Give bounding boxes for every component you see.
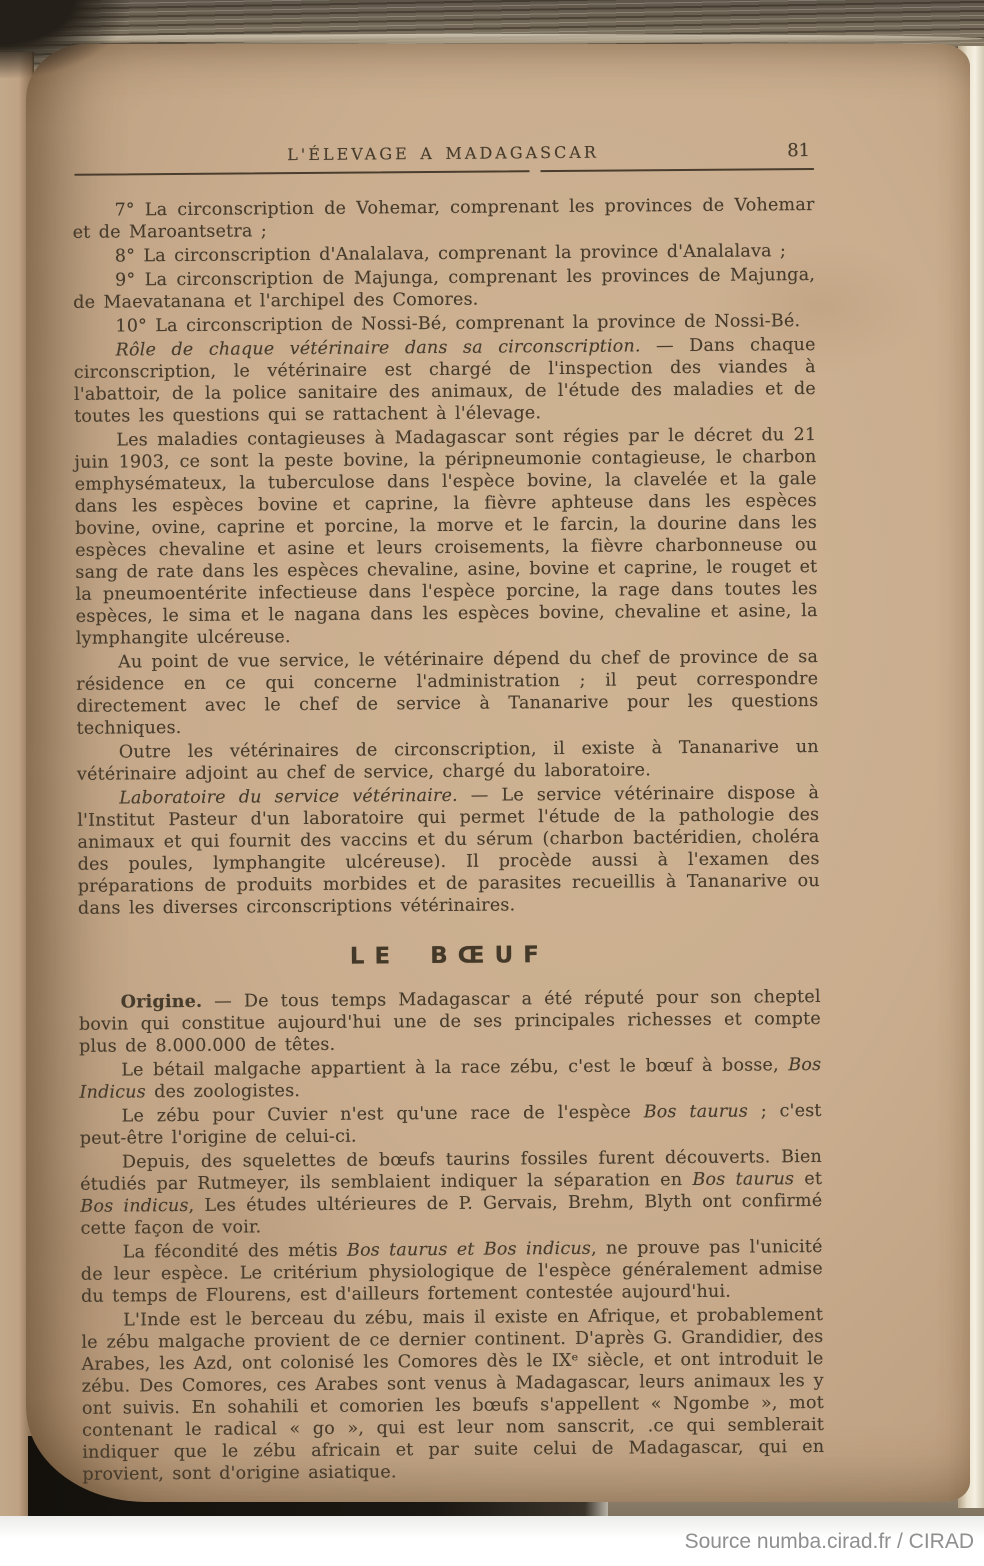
text-segment: La fécondité des métis xyxy=(122,1240,348,1263)
text-segment: Bos indicus xyxy=(80,1195,189,1217)
paragraph xyxy=(80,1100,822,1150)
text-segment: , Les études ultérieures de P. Gervais, Brehm, Blyth ont confirmé cette façon de voir. xyxy=(80,1190,823,1239)
paragraph xyxy=(77,736,819,786)
header-rule xyxy=(74,168,814,176)
text-segment: — Le service vétérinaire dispose à l'Institut Pasteur d'un laboratoire qui permet l'étude de la pathologie des animaux et qui fournit des vaccins et du sérum (charbon bactéridien, choléra des poules, lymphangite ulcéreuse). Il procède aussi à l'examen des préparations de produits morbides et de parasites recueillis à Tananarive ou dans les diverses circonscriptions vétérinaires. xyxy=(77,782,820,919)
paragraph xyxy=(76,646,819,740)
text-segment: 10° La circonscription de Nossi-Bé, comprenant la province de Nossi-Bé. xyxy=(115,311,801,337)
text-segment: , ne prouve pas l'unicité de leur espèce. Le critérium physiologique de l'espèce généralement admise du temps de Flourens, est d'ailleurs fortement contestée aujourd'hui. xyxy=(80,1236,823,1307)
page-number: 81 xyxy=(787,140,811,162)
book-page xyxy=(26,44,970,1502)
body-paragraphs-top xyxy=(72,194,820,920)
binding-shadow xyxy=(0,0,130,78)
paragraph xyxy=(77,782,820,920)
text-segment: 7° La circonscription de Vohemar, comprenant les provinces de Vohemar et de Maroantsetra ; xyxy=(72,194,815,243)
text-segment: Le bétail malgache appartient à la race zébu, c'est le bœuf à bosse, xyxy=(121,1055,789,1081)
running-header xyxy=(72,140,814,170)
paragraph xyxy=(80,1146,823,1240)
text-segment: Bos taurus xyxy=(692,1169,795,1190)
text-segment: 9° La circonscription de Majunga, comprenant les provinces de Majunga, de Maevatanana et l'archipel des Comores. xyxy=(73,264,816,313)
paragraph xyxy=(74,334,817,428)
paragraph xyxy=(79,986,821,1058)
text-segment: Bos taurus xyxy=(643,1101,749,1123)
text-segment: Laboratoire du service vétérinaire. xyxy=(119,785,458,809)
text-segment: Bos Indicus xyxy=(79,1054,822,1103)
text-segment: ; c'est peut-être l'origine de celui-ci. xyxy=(79,1100,822,1149)
paragraph xyxy=(74,424,818,650)
text-segment: Depuis, des squelettes de bœufs taurins fossiles furent découverts. Bien étudiés par Rutmeyer, ils semblaient indiquer la séparation en xyxy=(80,1146,823,1195)
text-block xyxy=(72,140,825,1488)
source-credit: Source numba.cirad.fr / CIRAD xyxy=(684,1530,974,1553)
paragraph xyxy=(81,1304,824,1486)
paragraph xyxy=(73,240,815,268)
text-segment: Outre les vétérinaires de circonscription, il existe à Tananarive un vétérinaire adjoint au chef de service, chargé du laboratoire. xyxy=(76,736,819,785)
text-segment: Rôle de chaque vétérinaire dans sa circonscription. xyxy=(115,336,641,361)
paragraph xyxy=(81,1236,823,1308)
header-title: L'ÉLEVAGE A MADAGASCAR xyxy=(287,142,600,165)
text-segment: Bos taurus et Bos indicus xyxy=(346,1238,592,1261)
text-segment: Les maladies contagieuses à Madagascar sont régies par le décret du 21 juin 1903, ce sont la peste bovine, la péripneumonie contagieuse, le charbon emphysémateux, la tuberculose dans l'espèce bovine, la clavelée et la gale dans les espèces bovine et caprine, la fièvre aphteuse dans les espèces bovine, ovine, caprine et porcine, la morve et le farcin, la dourine dans les espèces chevaline et asine et leurs croisements, la fièvre charbonneuse ou sang de rate dans les espèces chevaline, asine, bovine et caprine, le rouget et la pneumoentérite infectieuse dans l'espèce porcine, la rage dans toutes les espèces, le sima et le nagana dans les espèces bovine, chevaline et asine, la lymphangite ulcéreuse. xyxy=(74,424,818,649)
text-segment: L'Inde est le berceau du zébu, mais il existe en Afrique, et probablement le zébu malgache provient de ce dernier continent. D'après G. Grandidier, des Arabes, les Azd, ont colonisé les Comores dès le IXᵉ siècle, et ont introduit le zébu. Des Comores, ces Arabes sont venus à Madagascar, leurs animaux les y ont suivis. En sohahili et comorien les bœufs s'appellent « Ngombe », mot contenant le radical « go », qui est leur nom sanscrit, .ce qui semblerait indiquer que le zébu africain et par suite celui de Madagascar, qui en provient, sont d'origine asiatique. xyxy=(81,1304,825,1485)
text-segment: Origine. xyxy=(120,991,203,1013)
credit-bar xyxy=(0,1516,984,1566)
paragraph xyxy=(73,310,815,338)
text-segment: — Dans chaque circonscription, le vétérinaire est chargé de l'inspection des viandes à l'abattoir, de la police sanitaire des animaux, de l'étude des maladies et de toutes les questions qui se rattachent à l'élevage. xyxy=(73,334,817,427)
paragraph xyxy=(73,264,815,314)
text-segment: — De tous temps Madagascar a été réputé pour son cheptel bovin qui constitue aujourd'hui une de ses principales richesses et compte plus de 8.000.000 de têtes. xyxy=(78,986,821,1057)
paragraph xyxy=(79,1054,821,1104)
text-segment: 8° La circonscription d'Analalava, comprenant la province d'Analalava ; xyxy=(114,241,787,267)
paragraph xyxy=(72,194,814,244)
text-segment: des zoologistes. xyxy=(145,1081,301,1103)
text-segment: Au point de vue service, le vétérinaire dépend du chef de province de sa résidence en ce qui concerne l'administration ; il peut correspondre directement avec le chef de service à Tananarive pour les questions techniques. xyxy=(76,646,819,739)
text-segment: et xyxy=(794,1168,823,1190)
text-segment: Le zébu pour Cuvier n'est qu'une race de l'espèce xyxy=(121,1102,644,1127)
body-paragraphs-bottom xyxy=(79,986,825,1486)
section-heading: LE BŒUF xyxy=(349,942,550,970)
